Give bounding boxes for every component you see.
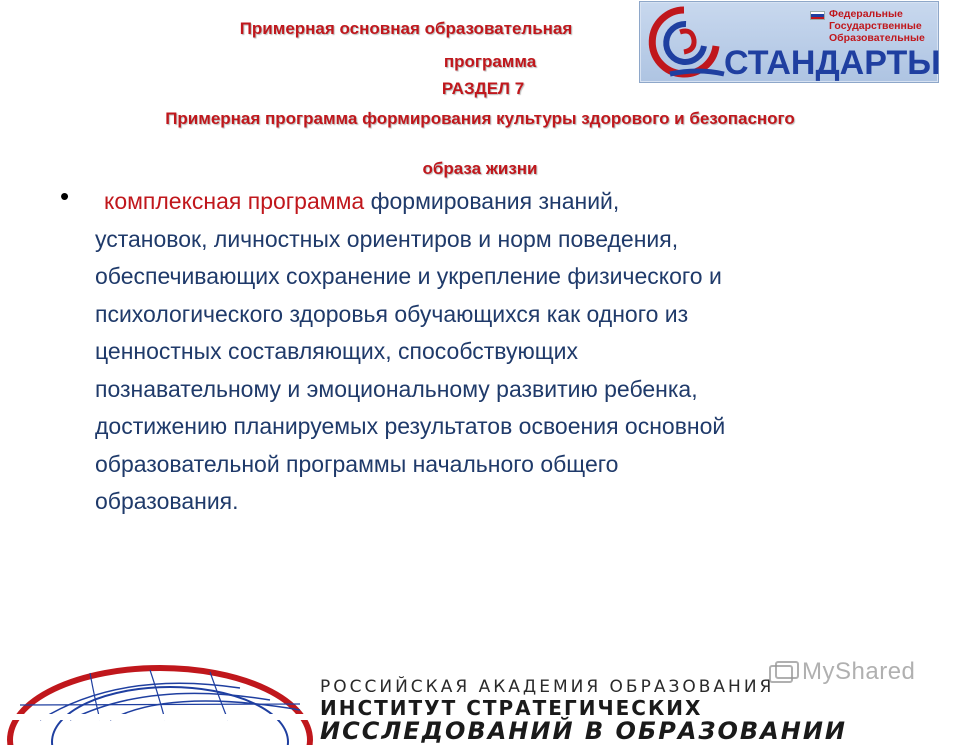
bullet-first-line <box>95 183 925 221</box>
text-line: образовательной программы начального общего <box>95 450 619 477</box>
text-line: обеспечивающих сохранение и укрепление физического и <box>95 263 722 289</box>
logo-caption-line-1: Федеральные <box>829 8 903 20</box>
text-line: познавательному и эмоциональному развитию ребенка, <box>95 375 698 402</box>
title-line-4: Примерная программа формирования культуры здорового и безопасного <box>165 109 795 128</box>
title-line-1: Примерная основная образовательная <box>239 19 573 38</box>
logo-caption-line-3: Образовательные <box>829 32 925 44</box>
footer-institute: ИНСТИТУТ СТРАТЕГИЧЕСКИХ <box>320 696 703 720</box>
bullet-marker: • <box>60 181 70 211</box>
watermark: MyShared <box>802 658 916 685</box>
text-line: установок, личностных ориентиров и норм поведения, <box>95 225 679 252</box>
first-line-rest: формирования знаний, <box>364 188 620 214</box>
text-line: образования. <box>95 488 239 514</box>
logo-brand: СТАНДАРТЫ <box>724 44 941 82</box>
title-line-5: образа жизни <box>422 159 538 178</box>
footer-research: ИССЛЕДОВАНИЙ В ОБРАЗОВАНИИ <box>320 717 847 745</box>
text-line: психологического здоровья обучающихся как одного из <box>95 300 689 327</box>
myshared-logo-icon <box>768 660 800 686</box>
fgos-logo <box>639 1 939 83</box>
russian-flag-icon <box>810 11 825 20</box>
bullet-text <box>95 183 925 521</box>
logo-caption-line-2: Государственные <box>829 20 922 32</box>
title-line-2: программа <box>443 52 537 71</box>
footer-academy: РОССИЙСКАЯ АКАДЕМИЯ ОБРАЗОВАНИЯ <box>320 677 775 697</box>
highlight-term: комплексная программа <box>104 188 365 214</box>
logo-caption <box>829 8 939 44</box>
section-label: РАЗДЕЛ 7 <box>441 79 525 98</box>
text-line: достижению планируемых результатов освоения основной <box>95 413 726 439</box>
text-line: ценностных составляющих, способствующих <box>95 338 579 364</box>
